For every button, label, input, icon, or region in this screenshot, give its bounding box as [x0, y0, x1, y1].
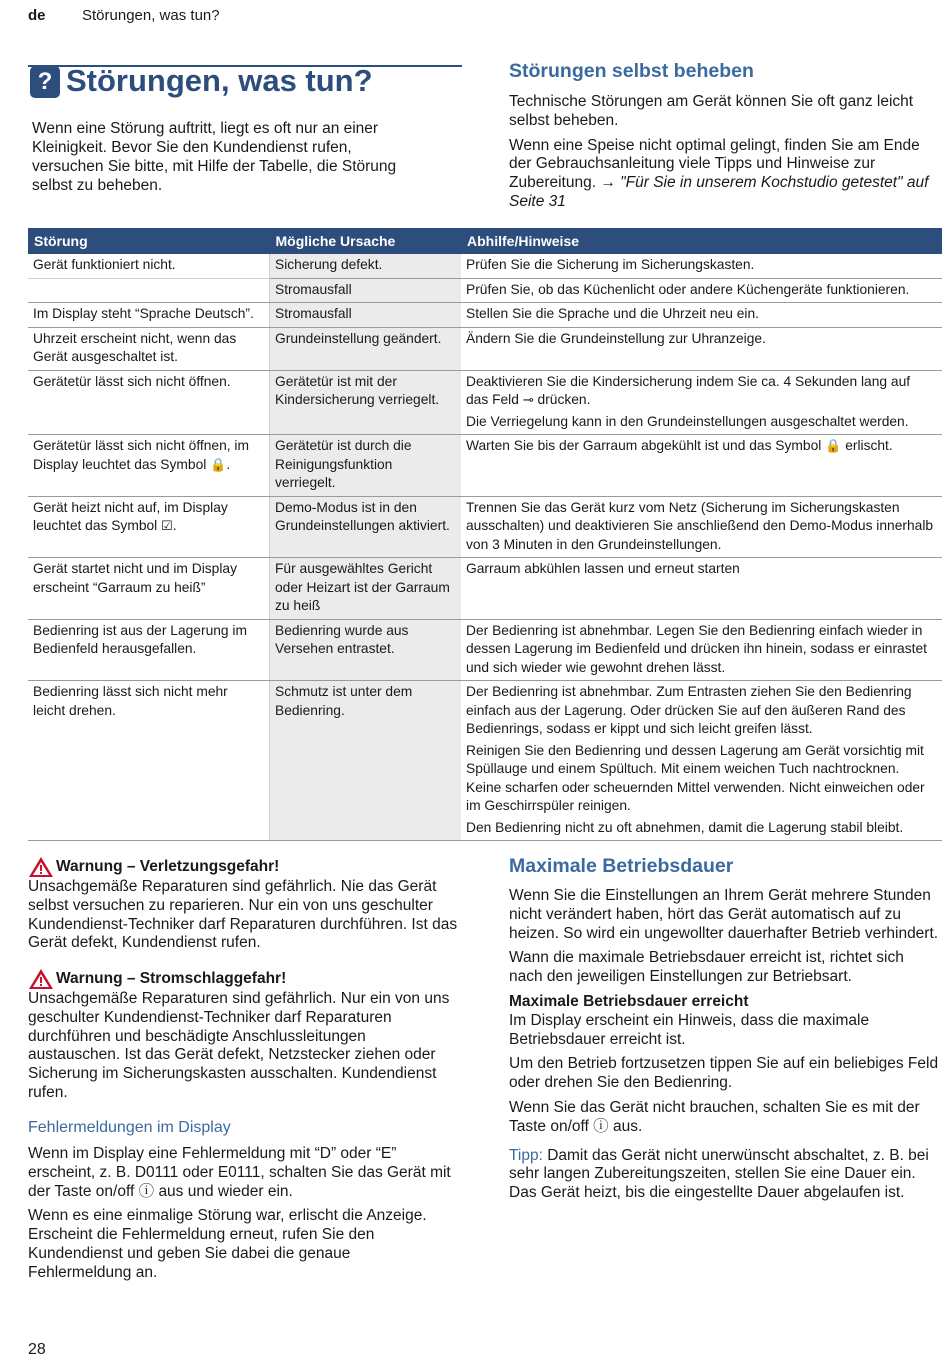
error-messages-heading: Fehlermeldungen im Display — [28, 1119, 231, 1136]
max-duration-subheading: Maximale Betriebsdauer erreicht — [509, 992, 749, 1010]
error-messages-p1-text: Wenn im Display eine Fehlermeldung mit “D” oder “E” erscheint, z. B. D0111 oder E0111, schalten Sie das Gerät mit der Taste on/off — [28, 1145, 451, 1200]
troubleshooting-table — [28, 228, 942, 841]
remedy-cell: Garraum abkühlen lassen und erneut starten — [461, 558, 942, 620]
key-icon: ⊸ — [522, 392, 534, 407]
error-messages-p1 — [28, 1145, 458, 1201]
remedy-cell — [461, 435, 942, 497]
table-row — [28, 303, 942, 328]
remedy-text: drücken. — [537, 392, 591, 407]
demo-mode-icon: ☑ — [161, 518, 173, 533]
remedy-cell — [461, 681, 942, 841]
remedy-cell: Prüfen Sie die Sicherung im Sicherungskasten. — [461, 254, 942, 278]
question-icon: ? — [30, 66, 60, 98]
max-duration-heading: Maximale Betriebsdauer — [509, 855, 734, 877]
cause-cell: Stromausfall — [270, 303, 462, 328]
table-header-row — [28, 228, 942, 254]
cause-cell: Gerätetür ist mit der Kindersicherung verriegelt. — [270, 370, 462, 435]
tip — [509, 1147, 941, 1203]
power-icon: ⓘ — [138, 1182, 155, 1200]
intro-line: Kleinigkeit. Bevor Sie den Kundendienst rufen, — [32, 139, 352, 156]
max-duration-p5-after: aus. — [613, 1117, 643, 1135]
warning-text: Unsachgemäße Reparaturen sind gefährlich. Nur ein von uns geschulter Kundendienst-Techniker darf Reparaturen durchführen und beschädigte Anschlussleitungen austauschen. Ist das Gerät defekt, Netzstecker ziehen oder Sicherung im Sicherungskasten ausschalten. Kundendienst rufen. — [28, 990, 450, 1101]
table-row — [28, 435, 942, 497]
fault-text: Gerätetür lässt sich nicht öffnen, im Display leuchtet das Symbol — [33, 438, 249, 472]
table-row — [28, 496, 942, 558]
fault-cell: Gerätetür lässt sich nicht öffnen. — [28, 370, 270, 435]
remedy-text: Der Bedienring ist abnehmbar. Zum Entrasten ziehen Sie den Bedienring einfach aus der Lagerung. Oder drücken Sie auf den äußeren Rand des Bedienrings, sodass er kippt und sich leicht greifen lässt. — [466, 684, 912, 736]
cause-cell: Gerätetür ist durch die Reinigungsfunktion verriegelt. — [270, 435, 462, 497]
intro-text — [28, 119, 458, 195]
warning-title: Warnung – Verletzungsgefahr! — [56, 857, 280, 875]
fault-text: Gerät heizt nicht auf, im Display leuchtet das Symbol — [33, 499, 228, 533]
remedy-cell: Trennen Sie das Gerät kurz vom Netz (Sicherung im Sicherungskasten ausschalten) und deaktivieren Sie anschließend den Demo-Modus innerhalb von 3 Minuten in den Grundeinstellungen. — [461, 496, 942, 558]
intro-line: versuchen Sie bitte, mit Hilfe der Tabelle, die Störung — [32, 158, 397, 175]
table-row — [28, 681, 942, 841]
lock-icon: 🔒 — [210, 456, 227, 472]
cause-cell: Bedienring wurde aus Versehen entrastet. — [270, 619, 462, 681]
remedy-cell: Ändern Sie die Grundeinstellung zur Uhranzeige. — [461, 327, 942, 370]
tip-label: Tipp: — [509, 1146, 543, 1164]
page-number: 28 — [28, 1341, 46, 1358]
running-header: Störungen, was tun? — [82, 7, 220, 24]
error-messages-text — [28, 1145, 458, 1289]
max-duration-p3: Im Display erscheint ein Hinweis, dass die maximale Betriebsdauer erreicht ist. — [509, 1011, 870, 1048]
arrow-icon: → — [600, 174, 616, 192]
lock-icon: 🔒 — [825, 438, 842, 453]
warning-triangle-icon — [28, 856, 54, 878]
fault-cell: Gerät startet nicht und im Display erscheint “Garraum zu heiß” — [28, 558, 270, 620]
table-row — [28, 278, 942, 303]
page-title: Störungen, was tun? — [66, 63, 373, 98]
fault-text: . — [172, 518, 177, 533]
power-icon: ⓘ — [593, 1117, 609, 1135]
remedy-cell — [461, 370, 942, 435]
fault-cell — [28, 435, 270, 497]
remedy-cell: Der Bedienring ist abnehmbar. Legen Sie den Bedienring einfach wieder in dessen Lagerung im Bedienfeld und drücken ihn hinein, sodass er einrastet und sich wieder wie gewohnt drehen lässt. — [461, 619, 942, 681]
remedy-note: Die Verriegelung kann in den Grundeinstellungen ausgeschaltet werden. — [466, 413, 909, 429]
fault-cell: Gerät funktioniert nicht. — [28, 254, 270, 278]
column-header: Mögliche Ursache — [270, 228, 462, 254]
remedy-cell: Prüfen Sie, ob das Küchenlicht oder andere Küchengeräte funktionieren. — [461, 278, 942, 303]
self-fix-p2 — [509, 137, 941, 212]
max-duration-text — [509, 887, 941, 1209]
max-duration-p5-text: Wenn Sie das Gerät nicht brauchen, schalten Sie es mit der Taste on/off — [509, 1098, 920, 1135]
fault-cell: Bedienring lässt sich nicht mehr leicht drehen. — [28, 681, 270, 841]
warning-title: Warnung – Stromschlaggefahr! — [56, 969, 287, 987]
intro-line: selbst zu beheben. — [32, 177, 163, 194]
remedy-cell: Stellen Sie die Sprache und die Uhrzeit neu ein. — [461, 303, 942, 328]
remedy-text: Warten Sie bis der Garraum abgekühlt ist und das Symbol — [466, 438, 822, 453]
cause-cell: Stromausfall — [270, 278, 462, 303]
intro-line: Wenn eine Störung auftritt, liegt es oft nur an einer — [32, 120, 379, 137]
cause-cell: Schmutz ist unter dem Bedienring. — [270, 681, 462, 841]
max-duration-p4: Um den Betrieb fortzusetzen tippen Sie auf ein beliebiges Feld oder drehen Sie den Bedienring. — [509, 1055, 939, 1092]
error-messages-p1-after: aus und wieder ein. — [158, 1182, 293, 1200]
max-duration-p2: Wann die maximale Betriebsdauer erreicht ist, richtet sich nach den jeweiligen Einstellungen zur Betriebsart. — [509, 949, 904, 986]
column-header: Störung — [28, 228, 270, 254]
cause-cell: Für ausgewähltes Gericht oder Heizart ist der Garraum zu heiß — [270, 558, 462, 620]
fault-cell — [28, 278, 270, 303]
self-fix-p2-text: Wenn eine Speise nicht optimal gelingt, finden Sie am Ende der Gebrauchsanleitung viele Tipps und Hinweise zur Zubereitung. — [509, 136, 920, 192]
max-duration-p5 — [509, 1099, 941, 1137]
warning-heading — [28, 856, 458, 878]
fault-cell: Uhrzeit erscheint nicht, wenn das Gerät ausgeschaltet ist. — [28, 327, 270, 370]
self-fix-heading: Störungen selbst beheben — [509, 60, 754, 82]
fault-text: . — [226, 456, 231, 472]
table-row — [28, 254, 942, 278]
cause-cell: Demo-Modus ist in den Grundeinstellungen aktiviert. — [270, 496, 462, 558]
warning-heading — [28, 968, 458, 990]
remedy-note: Reinigen Sie den Bedienring und dessen Lagerung am Gerät vorsichtig mit Spüllauge und einem Spültuch. Mit einem weichen Tuch nachtrocknen. Keine scharfen oder scheuernden Mittel verwenden. Nicht einweichen oder im Geschirrspüler reinigen. — [466, 742, 925, 813]
table-row — [28, 370, 942, 435]
cause-cell: Grundeinstellung geändert. — [270, 327, 462, 370]
warning-injury — [28, 856, 458, 953]
warning-electric-shock — [28, 968, 458, 1103]
self-fix-text — [509, 93, 941, 212]
remedy-note: Den Bedienring nicht zu oft abnehmen, damit die Lagerung stabil bleibt. — [466, 819, 904, 835]
error-messages-p2: Wenn es eine einmalige Störung war, erlischt die Anzeige. Erscheint die Fehlermeldung erneut, rufen Sie den Kundendienst und geben Sie dabei die genaue Fehlermeldung an. — [28, 1207, 427, 1281]
self-fix-p1: Technische Störungen am Gerät können Sie oft ganz leicht selbst beheben. — [509, 93, 914, 129]
fault-cell: Bedienring ist aus der Lagerung im Bedienfeld herausgefallen. — [28, 619, 270, 681]
warning-triangle-icon — [28, 968, 54, 990]
cause-cell: Sicherung defekt. — [270, 254, 462, 278]
warning-text: Unsachgemäße Reparaturen sind gefährlich. Nie das Gerät selbst versuchen zu reparieren. Nur ein von uns geschulter Kundendienst-Techniker darf Reparaturen durchführen. Ist das Gerät defekt, Kundendienst rufen. — [28, 878, 458, 952]
fault-cell — [28, 496, 270, 558]
remedy-text: Deaktivieren Sie die Kindersicherung indem Sie ca. 4 Sekunden lang auf das Feld — [466, 373, 911, 407]
table-row — [28, 327, 942, 370]
self-fix-reference[interactable]: "Für Sie in unserem Kochstudio getestet" auf Seite 31 — [509, 174, 929, 210]
language-code: de — [28, 7, 46, 24]
table-row — [28, 558, 942, 620]
max-duration-p1: Wenn Sie die Einstellungen an Ihrem Gerät mehrere Stunden nicht verändert haben, hört das Gerät automatisch auf zu heizen. So wird ein ungewollter dauerhafter Betrieb verhindert. — [509, 887, 939, 942]
fault-cell: Im Display steht “Sprache Deutsch”. — [28, 303, 270, 328]
tip-text: Damit das Gerät nicht unerwünscht abschaltet, z. B. bei sehr langen Zubereitungszeiten, stellen Sie eine Dauer ein. Das Gerät heizt, bis die eingestellte Dauer abgelaufen ist. — [509, 1146, 929, 1202]
table-row — [28, 619, 942, 681]
column-header: Abhilfe/Hinweise — [461, 228, 942, 254]
remedy-text: erlischt. — [845, 438, 893, 453]
